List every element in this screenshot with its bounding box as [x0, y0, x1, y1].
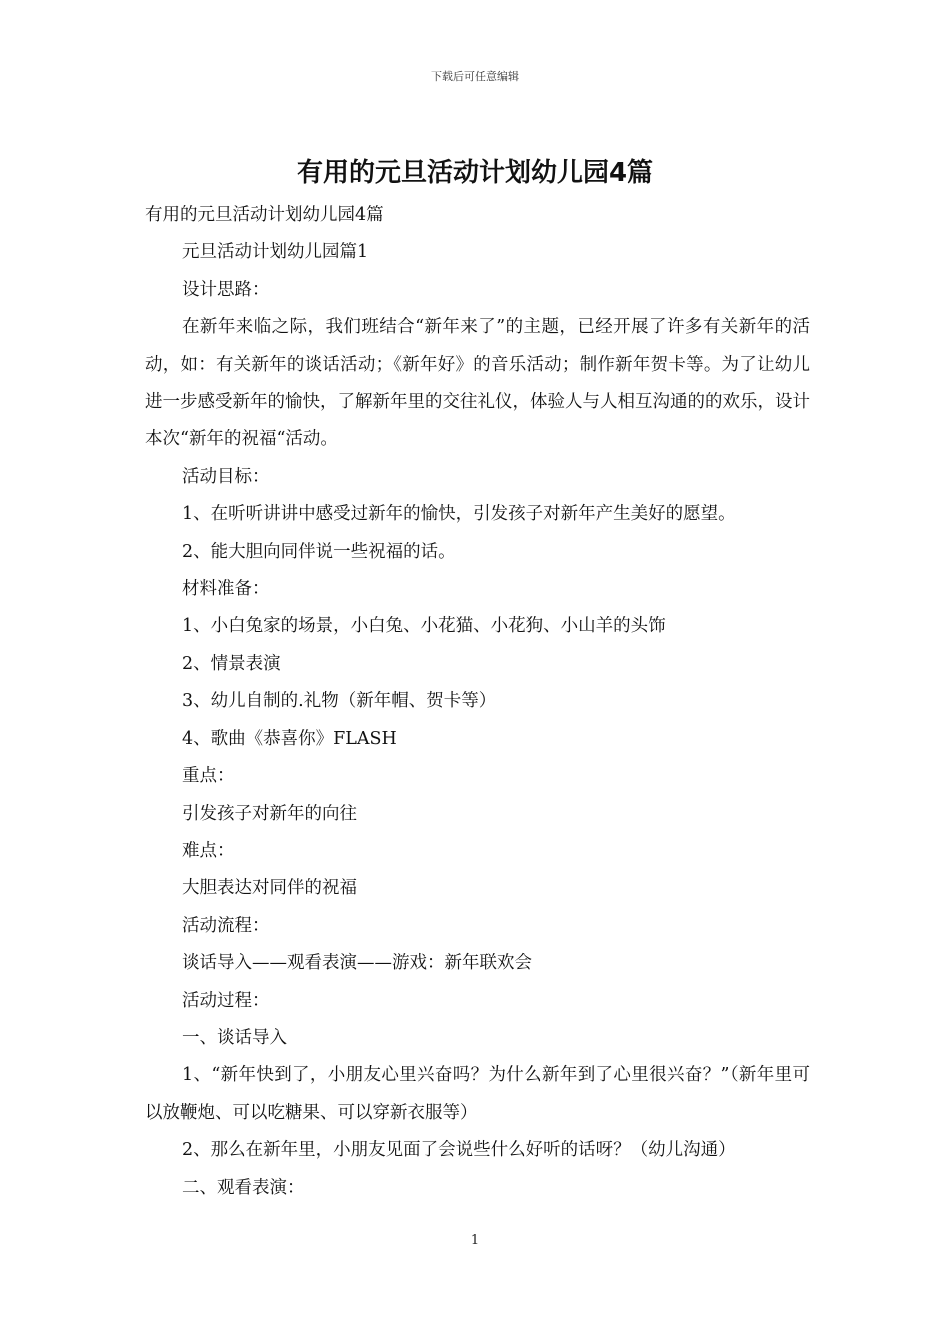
material-item-1: 1、小白兔家的场景，小白兔、小花猫、小花狗、小山羊的头饰	[182, 616, 666, 637]
process-step-2-heading: 二、观看表演：	[182, 1177, 305, 1198]
subtitle-line: 有用的元旦活动计划幼儿园4篇	[145, 205, 384, 225]
difficulty-text: 大胆表达对同伴的祝福	[182, 878, 357, 899]
material-item-2: 2、情景表演	[182, 653, 281, 674]
goal-item-1: 1、在听听讲讲中感受过新年的愉快，引发孩子对新年产生美好的愿望。	[182, 504, 736, 525]
process-label: 活动过程：	[182, 990, 270, 1011]
key-point-text: 引发孩子对新年的向往	[182, 803, 357, 824]
goal-item-2: 2、能大胆向同伴说一些祝福的话。	[182, 541, 456, 562]
material-item-4: 4、歌曲《恭喜你》FLASH	[182, 728, 397, 749]
flow-text: 谈话导入——观看表演——游戏：新年联欢会	[182, 953, 532, 974]
page-number: 1	[470, 1233, 480, 1248]
process-step-1-heading: 一、谈话导入	[182, 1027, 287, 1048]
process-step-1-item-2: 2、那么在新年里，小朋友见面了会说些什么好听的话呀？（幼儿沟通）	[182, 1140, 736, 1161]
section-heading: 元旦活动计划幼儿园篇1	[182, 242, 369, 263]
process-step-1-item-1: 1、“新年快到了，小朋友心里兴奋吗？为什么新年到了心里很兴奋？”（新年里可以放鞭炮、可以吃糖果、可以穿新衣服等）	[145, 1065, 810, 1123]
material-item-3: 3、幼儿自制的.礼物（新年帽、贺卡等）	[182, 691, 497, 712]
design-ideas-paragraph: 在新年来临之际，我们班结合“新年来了”的主题，已经开展了许多有关新年的活动，如：有关新年的谈话活动；《新年好》的音乐活动；制作新年贺卡等。为了让幼儿进一步感受新年的愉快，了解新年里的交往礼仪，体验人与人相互沟通的的欢乐，设计本次“新年的祝福“活动。	[145, 317, 810, 450]
document-body	[145, 197, 810, 1207]
page-header-note: 下载后可任意编辑	[431, 70, 519, 83]
goals-label: 活动目标：	[182, 466, 270, 487]
flow-label: 活动流程：	[182, 915, 270, 936]
key-point-label: 重点：	[182, 766, 235, 787]
materials-label: 材料准备：	[182, 579, 270, 600]
difficulty-label: 难点：	[182, 840, 235, 861]
document-title: 有用的元旦活动计划幼儿园4篇	[296, 158, 654, 188]
design-ideas-label: 设计思路：	[182, 279, 270, 300]
